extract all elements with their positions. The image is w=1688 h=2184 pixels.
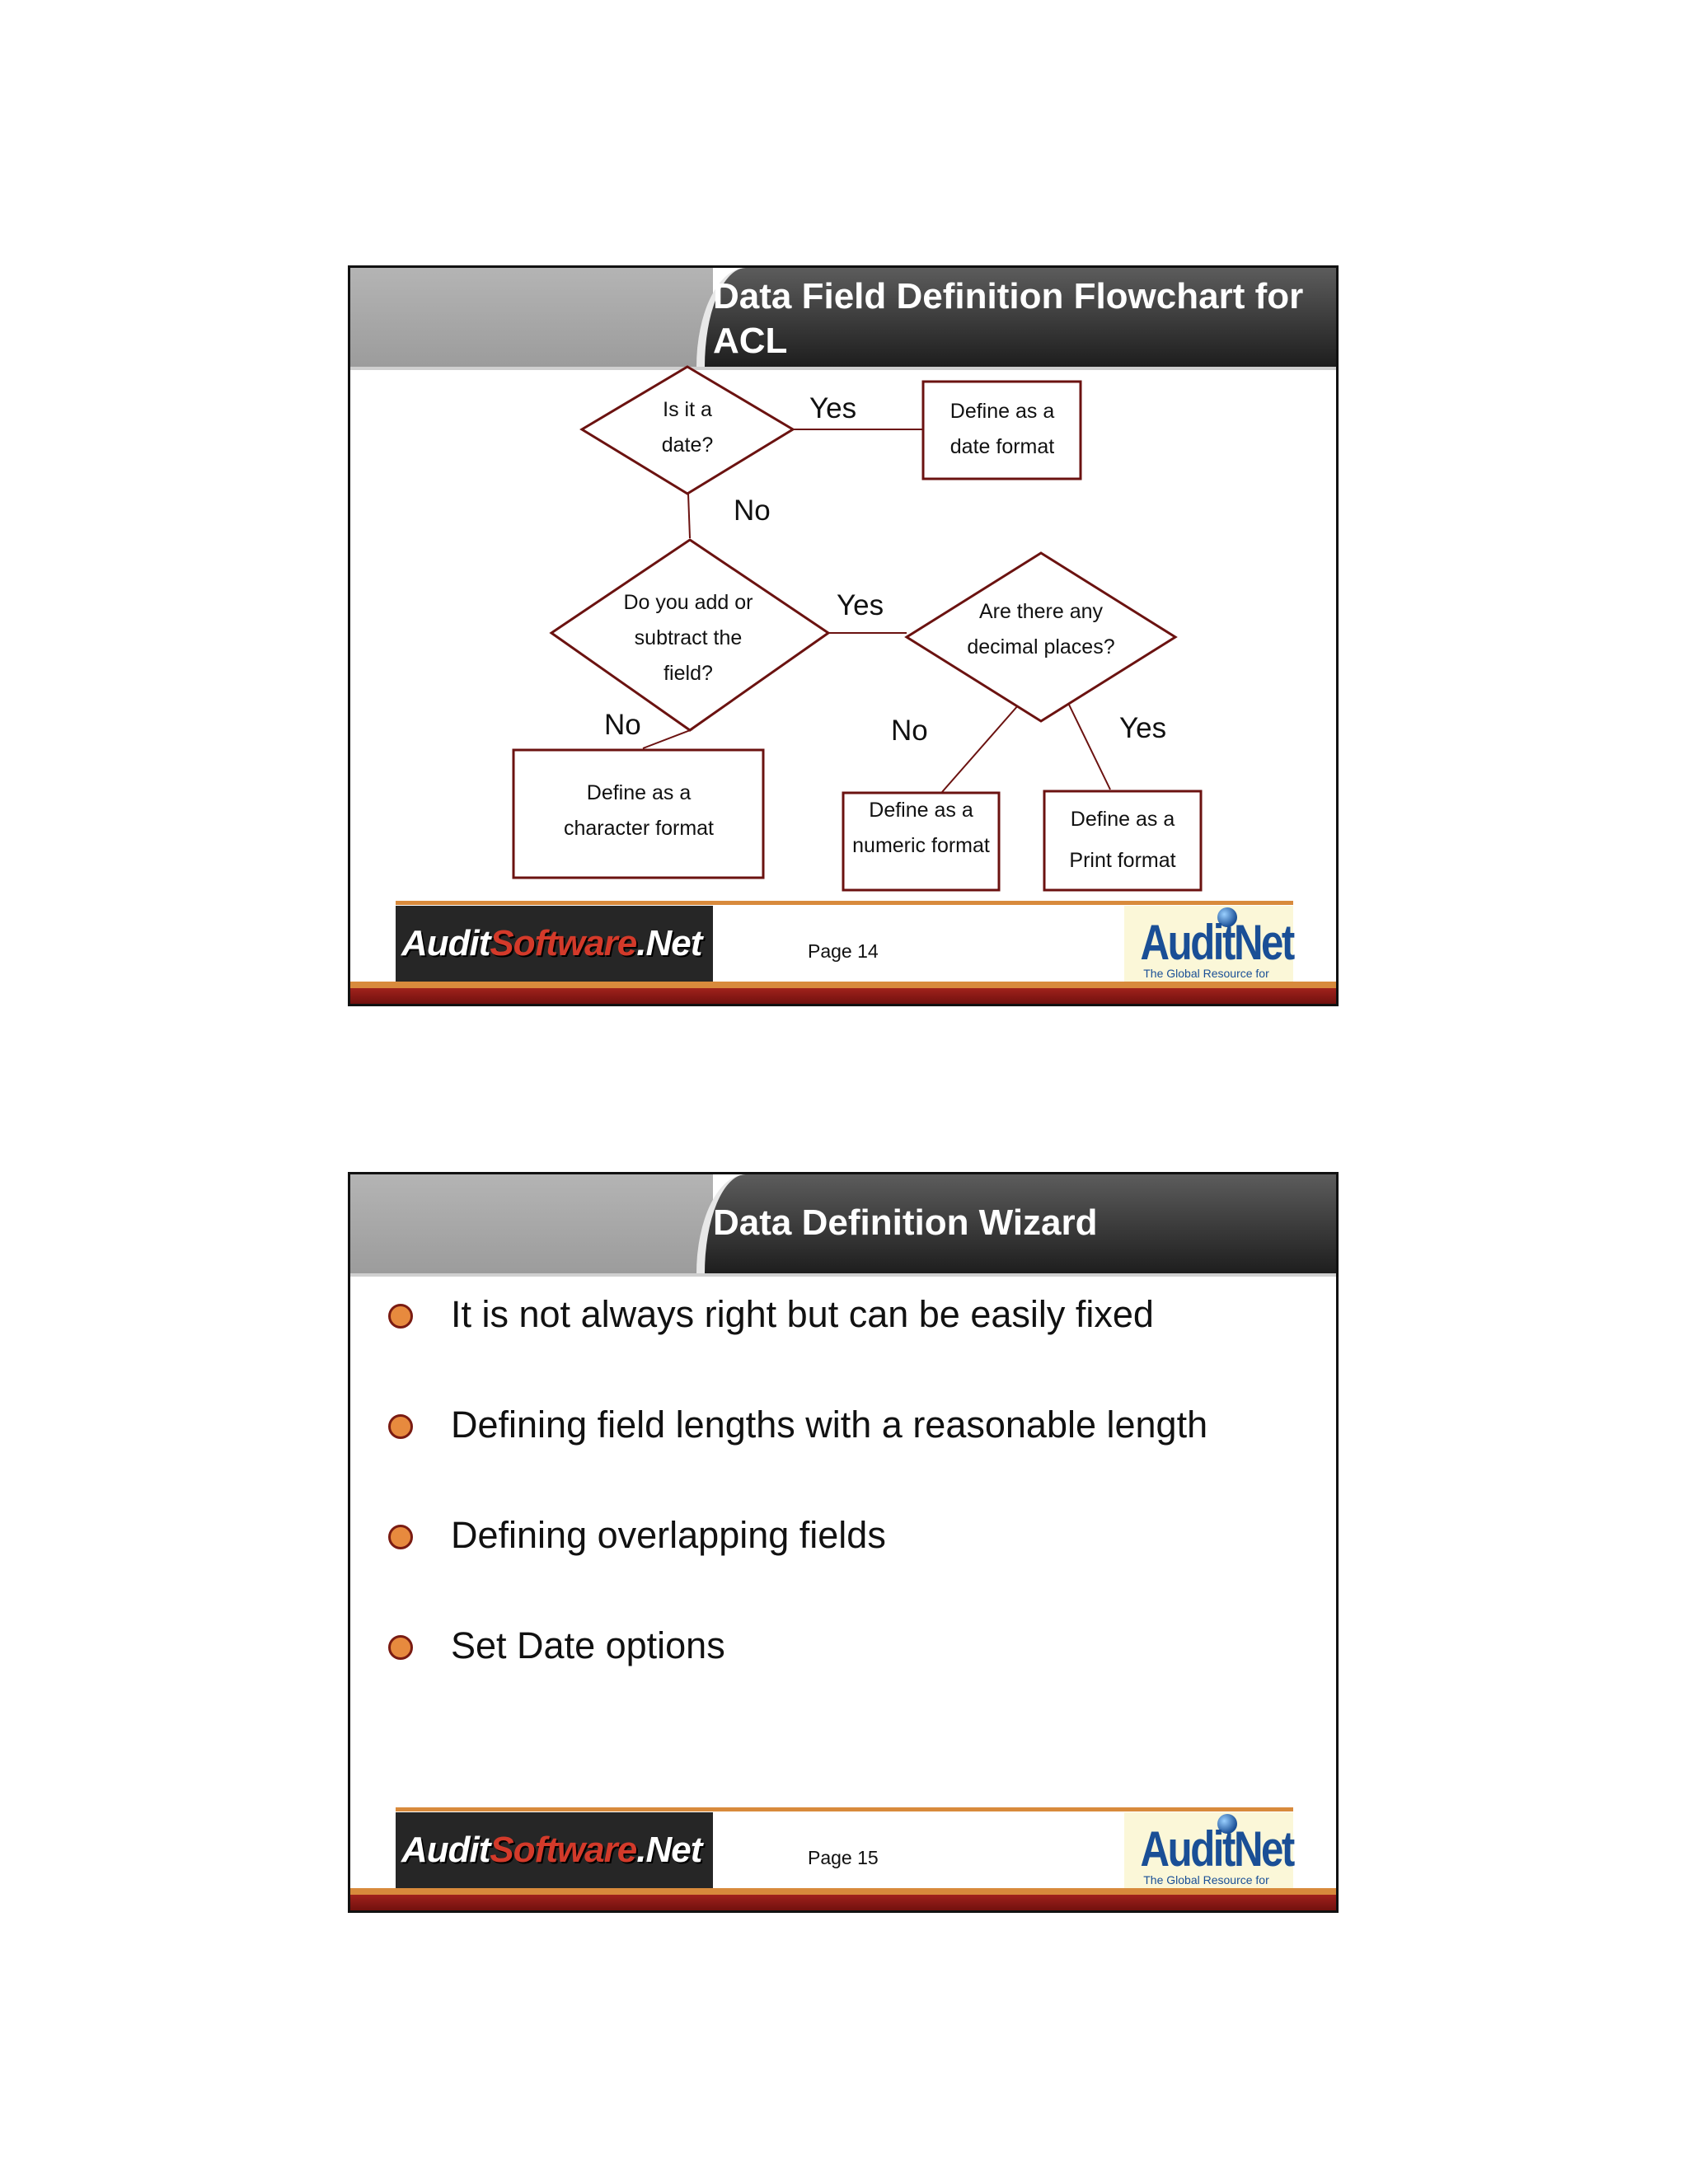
connector-math-no <box>643 729 692 748</box>
bullet-item: Defining field lengths with a reasonable length <box>383 1400 1207 1511</box>
slide-title: Data Field Definition Flowchart for ACL <box>713 276 1304 361</box>
page-number: Page 14 <box>808 940 879 962</box>
bullet-item: Defining overlapping fields <box>383 1511 1207 1621</box>
numeric-format-label: Define as a numeric format <box>852 799 990 857</box>
auditnet-logo: AuditNet The Global Resource for <box>1140 915 1293 980</box>
edge-no-decimal: No <box>891 715 928 747</box>
header-gray-panel <box>350 1174 713 1273</box>
connector-date-no <box>688 494 690 538</box>
slide-15 <box>348 1172 1339 1913</box>
footer-gold-bar <box>350 982 1336 988</box>
is-date-label: Is it a date? <box>661 398 714 457</box>
footer-red-bar <box>350 988 1336 1006</box>
connector-dec-yes <box>1069 705 1110 790</box>
auditnet-logo: AuditNet The Global Resource for <box>1140 1821 1293 1886</box>
page-number: Page 15 <box>808 1847 879 1868</box>
print-format-label: Define as a Print format <box>1069 808 1176 872</box>
flowchart <box>350 268 1339 1006</box>
character-format-label: Define as a character format <box>563 781 714 840</box>
footer-gold-bar <box>350 1888 1336 1895</box>
auditsoftware-logo: AuditSoftware.Net <box>401 1830 702 1870</box>
footer-divider <box>396 1807 1293 1811</box>
edge-yes-date: Yes <box>809 392 857 424</box>
bullet-dot-icon <box>388 1414 413 1439</box>
bullet-list <box>383 1290 1207 1732</box>
auditsoftware-logo: AuditSoftware.Net <box>401 923 702 963</box>
footer-divider <box>396 901 1293 905</box>
bullet-dot-icon <box>388 1304 413 1329</box>
bullet-item: Set Date options <box>383 1621 1207 1732</box>
footer-red-bar <box>350 1895 1336 1913</box>
date-format-label: Define as a date format <box>950 400 1055 458</box>
slide-14 <box>348 265 1339 1006</box>
bullet-dot-icon <box>388 1635 413 1660</box>
edge-yes-decimal: Yes <box>1119 712 1167 744</box>
connector-dec-no <box>942 705 1019 792</box>
edge-no-date: No <box>734 494 771 527</box>
bullet-dot-icon <box>388 1525 413 1549</box>
edge-yes-math: Yes <box>837 589 884 621</box>
decimal-places-label: Are there any decimal places? <box>967 600 1115 658</box>
header-divider <box>350 1273 1336 1277</box>
slide-title: Data Definition Wizard <box>713 1202 1098 1243</box>
bullet-item: It is not always right but can be easily fixed <box>383 1290 1207 1400</box>
add-subtract-label: Do you add or subtract the field? <box>623 591 753 685</box>
edge-no-math: No <box>604 709 641 741</box>
